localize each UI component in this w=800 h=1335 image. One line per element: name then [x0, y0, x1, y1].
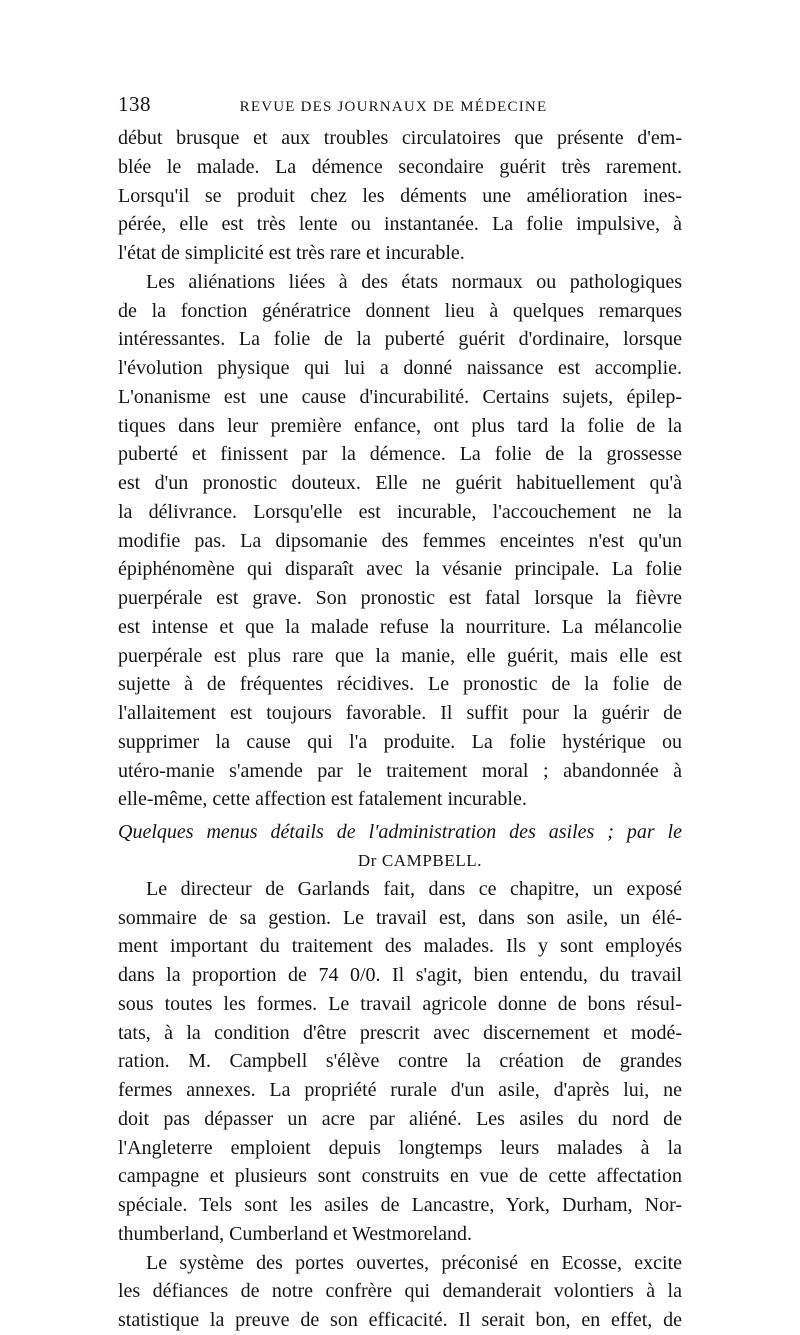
text-line: puerpérale est plus rare que la manie, elle guérit, mais elle est	[118, 644, 682, 667]
text-line: Le directeur de Garlands fait, dans ce chapitre, un exposé	[146, 877, 682, 900]
text-line: puberté et finissent par la démence. La folie de la grossesse	[118, 443, 682, 466]
text-line: sous toutes les formes. Le travail agricole donne de bons résul-	[118, 992, 682, 1015]
text-line: intéressantes. La folie de la puberté guérit d'ordinaire, lorsque	[118, 328, 682, 351]
text-line: puerpérale est grave. Son pronostic est fatal lorsque la fièvre	[118, 587, 682, 609]
text-line: l'état de simplicité est très rare et incurable.	[118, 242, 465, 264]
text-line: Lorsqu'il se produit chez les déments une amélioration ines-	[118, 184, 682, 207]
text-line: pérée, elle est très lente ou instantanée. La folie impulsive, à	[118, 213, 682, 236]
text-line: l'allaitement est toujours favorable. Il suffit pour la guérir de	[118, 702, 682, 724]
text-line: sommaire de sa gestion. Le travail est, dans son asile, un élé-	[118, 906, 682, 929]
text-line: elle-même, cette affection est fatalement incurable.	[118, 788, 527, 811]
text-line: la délivrance. Lorsqu'elle est incurable, l'accouchement ne la	[118, 500, 682, 523]
text-line: sujette à de fréquentes récidives. Le pronostic de la folie de	[118, 673, 682, 696]
text-line: est d'un pronostic douteux. Elle ne guérit habituellement qu'à	[118, 472, 682, 494]
text-line: statistique la preuve de son efficacité. Il serait bon, en effet, de	[118, 1309, 682, 1331]
text-line: dans la proportion de 74 0/0. Il s'agit, bien entendu, du travail	[118, 964, 682, 986]
paragraph	[118, 875, 682, 1249]
text-line: Le système des portes ouvertes, préconisé en Ecosse, excite	[146, 1251, 682, 1274]
section-title-lines	[118, 818, 682, 847]
running-title: REVUE DES JOURNAUX DE MÉDECINE	[239, 99, 548, 115]
text-line: tats, à la condition d'être prescrit avec discernement et modé-	[118, 1021, 682, 1044]
text-line: tiques dans leur première enfance, ont plus tard la folie de la	[118, 414, 682, 437]
text-line: modifie pas. La dipsomanie des femmes enceintes n'est qu'un	[118, 529, 682, 552]
text-line: ration. M. Campbell s'élève contre la création de grandes	[118, 1050, 682, 1073]
text-line: blée le malade. La démence secondaire guérit très rarement.	[118, 155, 682, 178]
section-title-line: Quelques menus détails de l'administration des asiles ; par le	[118, 821, 682, 843]
text-line: épiphénomène qui disparaît avec la vésanie principale. La folie	[118, 558, 682, 581]
section-title	[118, 818, 682, 875]
text-line: utéro-manie s'amende par le traitement moral ; abandonnée à	[118, 759, 682, 782]
text-line: supprimer la cause qui l'a produite. La folie hystérique ou	[118, 730, 682, 753]
running-head	[118, 92, 682, 118]
text-line: l'évolution physique qui lui a donné naissance est accomplie.	[118, 357, 682, 379]
text-line: de la fonction génératrice donnent lieu à quelques remarques	[118, 299, 682, 322]
text-line: Les aliénations liées à des états normaux ou pathologiques	[146, 270, 682, 293]
text-line: l'Angleterre emploient depuis longtemps leurs malades à la	[118, 1136, 682, 1159]
text-line: doit pas dépasser un acre par aliéné. Les asiles du nord de	[118, 1107, 682, 1130]
text-line: campagne et plusieurs sont construits en vue de cette affectation	[118, 1165, 682, 1188]
paragraph	[118, 124, 682, 268]
paragraph	[118, 268, 682, 814]
text-line: est intense et que la malade refuse la nourriture. La mélancolie	[118, 615, 682, 638]
book-page	[118, 92, 682, 1335]
text-line: ment important du traitement des malades. Ils y sont employés	[118, 935, 682, 958]
section-byline: Dr CAMPBELL.	[357, 850, 483, 870]
body-text-before	[118, 124, 682, 814]
text-line: les défiances de notre confrère qui demanderait volontiers à la	[118, 1280, 682, 1303]
page-number: 138	[118, 92, 151, 116]
text-line: spéciale. Tels sont les asiles de Lancastre, York, Durham, Nor-	[118, 1194, 682, 1216]
paragraph	[118, 1249, 682, 1335]
text-line: L'onanisme est une cause d'incurabilité. Certains sujets, épilep-	[118, 385, 682, 408]
text-line: fermes annexes. La propriété rurale d'un asile, d'après lui, ne	[118, 1079, 682, 1101]
text-line: thumberland, Cumberland et Westmoreland.	[118, 1222, 473, 1245]
body-text-after	[118, 875, 682, 1335]
text-line: début brusque et aux troubles circulatoires que présente d'em-	[118, 127, 682, 149]
